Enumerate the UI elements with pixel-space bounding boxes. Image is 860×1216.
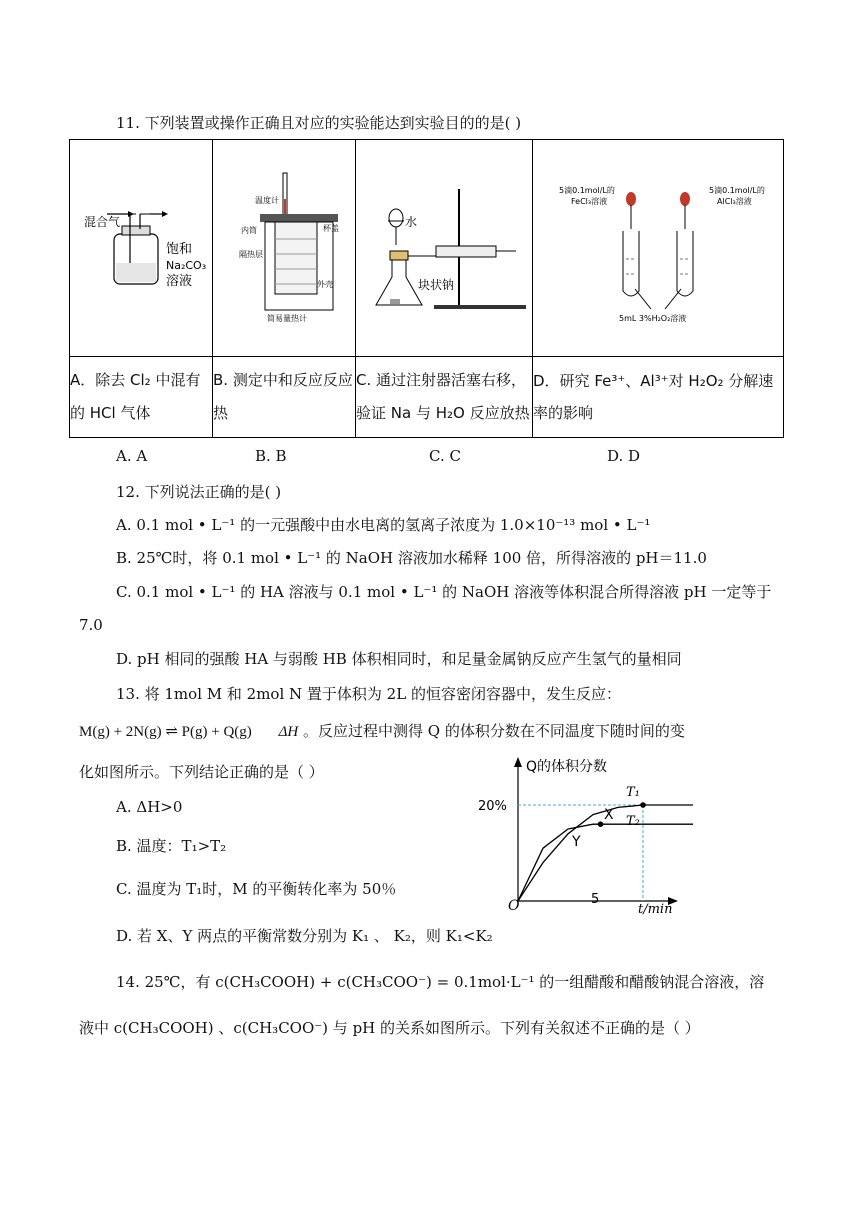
point-marker-y xyxy=(598,821,604,827)
q12-option-c-cont: 7.0 xyxy=(79,616,103,634)
svg-text:AlCl₃溶液: AlCl₃溶液 xyxy=(717,197,752,207)
series-label-t2: T₂ xyxy=(626,814,640,829)
caption-b: B. 测定中和反应反应热 xyxy=(213,356,356,438)
q13-stem-2: 。反应过程中测得 Q 的体积分数在不同温度下随时间的变 xyxy=(303,722,685,740)
gas-washing-bottle-figure xyxy=(70,159,213,336)
x-tick-label: 5 xyxy=(591,892,600,907)
q13-option-a[interactable]: A. ΔH>0 xyxy=(116,798,183,816)
syringe-flask-figure xyxy=(356,159,533,336)
svg-text:温度计: 温度计 xyxy=(255,196,279,206)
q13-option-b[interactable]: B. 温度：T₁>T₂ xyxy=(116,837,227,855)
origin-label: O xyxy=(508,898,520,914)
q14-stem-1: 14. 25℃，有 c(CH₃COOH) + c(CH₃COO⁻) = 0.1mol·L⁻¹ 的一组醋酸和醋酸钠混合溶液，溶 xyxy=(116,973,765,991)
q12-option-c[interactable]: C. 0.1 mol • L⁻¹ 的 HA 溶液与 0.1 mol • L⁻¹ 的 NaOH 溶液等体积混合所得溶液 pH 一定等于 xyxy=(116,583,772,601)
figure-a-cell xyxy=(70,140,213,357)
svg-text:水: 水 xyxy=(405,215,418,230)
svg-text:5滴0.1mol/L的: 5滴0.1mol/L的 xyxy=(709,186,765,196)
figure-c-cell xyxy=(356,140,533,357)
label-mixed-gas: 混合气 xyxy=(84,215,121,230)
q13-stem: 13. 将 1mol M 和 2mol N 置于体积为 2L 的恒容密闭容器中，发生反应： xyxy=(116,685,621,703)
caption-c: C. 通过注射器活塞右移，验证 Na 与 H₂O 反应放热 xyxy=(356,356,533,438)
delta-h: ΔH xyxy=(278,724,299,740)
svg-text:5滴0.1mol/L的: 5滴0.1mol/L的 xyxy=(559,186,615,196)
svg-text:FeCl₃溶液: FeCl₃溶液 xyxy=(571,197,608,207)
figure-b-cell xyxy=(213,140,356,357)
figure-d-cell xyxy=(533,140,784,357)
svg-text:溶液: 溶液 xyxy=(166,274,193,290)
q13-equation-line xyxy=(79,721,685,742)
calorimeter-figure xyxy=(213,159,356,336)
q11-stem: 11. 下列装置或操作正确且对应的实验能达到实验目的的是( ) xyxy=(116,114,522,132)
series-line-2 xyxy=(518,824,693,901)
option-d[interactable]: D. D xyxy=(607,447,641,465)
svg-text:Na₂CO₃: Na₂CO₃ xyxy=(166,259,207,273)
q13-option-d[interactable]: D. 若 X、Y 两点的平衡常数分别为 K₁ 、 K₂，则 K₁<K₂ xyxy=(116,927,493,945)
y-axis-label: Q的体积分数 xyxy=(526,759,608,775)
test-tubes-figure xyxy=(533,159,784,336)
point-marker-x xyxy=(640,802,646,808)
y-tick-label: 20% xyxy=(478,799,507,814)
series-label-t1: T₁ xyxy=(626,785,640,800)
equation: M(g) + 2N(g) ⇌ P(g) + Q(g) xyxy=(79,724,252,740)
q12-option-a[interactable]: A. 0.1 mol • L⁻¹ 的一元强酸中由水电离的氢离子浓度为 1.0×10⁻¹³ mol • L⁻¹ xyxy=(116,516,651,534)
option-b[interactable]: B. B xyxy=(255,447,287,465)
point-label-y: Y xyxy=(572,834,581,850)
q13-stem-3: 化如图所示。下列结论正确的是（ ） xyxy=(79,763,324,781)
svg-text:简易量热计: 简易量热计 xyxy=(267,314,307,324)
svg-text:5mL 3%H₂O₂溶液: 5mL 3%H₂O₂溶液 xyxy=(619,314,687,324)
svg-text:杯盖: 杯盖 xyxy=(323,224,339,234)
svg-text:隔热层: 隔热层 xyxy=(239,250,263,260)
q12-option-d[interactable]: D. pH 相同的强酸 HA 与弱酸 HB 体积相同时，和足量金属钠反应产生氢气的量相同 xyxy=(116,650,682,668)
svg-text:内筒: 内筒 xyxy=(241,226,257,236)
q13-option-c[interactable]: C. 温度为 T₁时，M 的平衡转化率为 50％ xyxy=(116,880,397,898)
caption-d: D．研究 Fe³⁺、Al³⁺对 H₂O₂ 分解速率的影响 xyxy=(533,356,784,438)
option-a[interactable]: A. A xyxy=(116,447,148,465)
svg-text:块状钠: 块状钠 xyxy=(418,278,455,293)
q12-stem: 12. 下列说法正确的是( ) xyxy=(116,483,282,501)
label-saturated: 饱和 xyxy=(166,242,193,258)
point-label-x: X xyxy=(604,807,614,823)
option-c[interactable]: C. C xyxy=(429,447,461,465)
caption-a: A．除去 Cl₂ 中混有的 HCl 气体 xyxy=(70,356,213,438)
q14-stem-2: 液中 c(CH₃COOH) 、c(CH₃COO⁻) 与 pH 的关系如图所示。下列有关叙述不正确的是（ ） xyxy=(79,1019,700,1037)
q12-option-b[interactable]: B. 25℃时，将 0.1 mol • L⁻¹ 的 NaOH 溶液加水稀释 100 倍，所得溶液的 pH＝11.0 xyxy=(116,549,707,567)
q-volume-fraction-chart xyxy=(470,755,710,915)
q11-options xyxy=(0,447,860,469)
svg-text:外壳: 外壳 xyxy=(317,280,333,290)
x-axis-label: t/min xyxy=(638,902,673,915)
experiment-table xyxy=(69,139,784,438)
